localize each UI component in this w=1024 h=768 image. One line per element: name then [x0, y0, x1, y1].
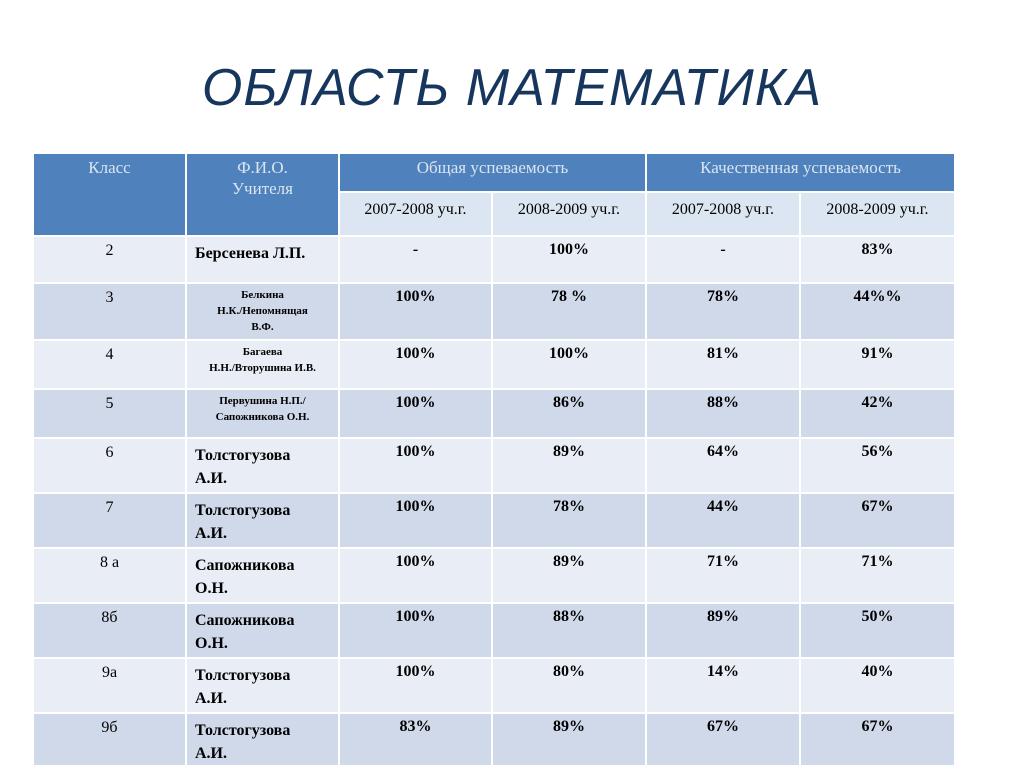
value-cell-1: 100%: [339, 493, 492, 548]
table-row: [33, 493, 955, 548]
teacher-name-line: Толстогузова: [195, 447, 291, 464]
table-row: [33, 603, 955, 658]
teacher-cell: [186, 438, 339, 493]
value-cell-2: 86%: [492, 389, 646, 438]
table-row: [33, 389, 955, 438]
table-row: [33, 438, 955, 493]
value-cell-4: 50%: [800, 603, 955, 658]
value-cell-4: 71%: [800, 548, 955, 603]
teacher-name-line: А.И.: [195, 690, 227, 707]
header-class: Класс: [33, 153, 186, 236]
value-cell-4: 42%: [800, 389, 955, 438]
value-cell-1: 83%: [339, 713, 492, 766]
value-cell-3: 81%: [646, 340, 800, 389]
value-cell-1: 100%: [339, 389, 492, 438]
teacher-name-line: Белкина: [241, 289, 284, 301]
results-table: [32, 152, 956, 767]
teacher-name-line: О.Н.: [195, 580, 228, 597]
table-row: [33, 236, 955, 283]
teacher-name-line: Сапожникова: [195, 612, 295, 629]
header-year-2: 2008-2009 уч.г.: [492, 192, 646, 236]
class-cell: 6: [33, 438, 186, 493]
table-row: [33, 548, 955, 603]
teacher-name-line: Сапожникова: [195, 557, 295, 574]
value-cell-2: 88%: [492, 603, 646, 658]
teacher-name-line: Н.Н./Вторушина И.В.: [209, 362, 316, 374]
class-cell: 9а: [33, 658, 186, 713]
teacher-cell: [186, 340, 339, 389]
value-cell-2: 89%: [492, 438, 646, 493]
header-year-1: 2007-2008 уч.г.: [339, 192, 492, 236]
page-title: ОБЛАСТЬ МАТЕМАТИКА: [201, 59, 823, 117]
value-cell-3: 14%: [646, 658, 800, 713]
value-cell-3: 88%: [646, 389, 800, 438]
value-cell-2: 78 %: [492, 283, 646, 340]
value-cell-4: 67%: [800, 493, 955, 548]
value-cell-3: 71%: [646, 548, 800, 603]
teacher-cell: [186, 713, 339, 766]
class-cell: 3: [33, 283, 186, 340]
value-cell-2: 80%: [492, 658, 646, 713]
teacher-cell: [186, 658, 339, 713]
table-row: [33, 658, 955, 713]
teacher-name-line: А.И.: [195, 525, 227, 542]
class-cell: 8б: [33, 603, 186, 658]
header-year-3: 2007-2008 уч.г.: [646, 192, 800, 236]
value-cell-3: 44%: [646, 493, 800, 548]
teacher-name-line: Первушина Н.П./: [219, 395, 306, 407]
teacher-name-line: А.И.: [195, 470, 227, 487]
value-cell-1: 100%: [339, 548, 492, 603]
teacher-name-line: Н.К./Непомнящая: [217, 305, 308, 317]
value-cell-3: 67%: [646, 713, 800, 766]
teacher-cell: [186, 283, 339, 340]
value-cell-1: -: [339, 236, 492, 283]
teacher-cell: [186, 236, 339, 283]
value-cell-4: 83%: [800, 236, 955, 283]
class-cell: 9б: [33, 713, 186, 766]
teacher-cell: [186, 548, 339, 603]
value-cell-3: -: [646, 236, 800, 283]
teacher-cell: [186, 493, 339, 548]
value-cell-1: 100%: [339, 603, 492, 658]
value-cell-2: 89%: [492, 548, 646, 603]
value-cell-2: 89%: [492, 713, 646, 766]
teacher-name-line: Толстогузова: [195, 667, 291, 684]
value-cell-2: 78%: [492, 493, 646, 548]
value-cell-1: 100%: [339, 340, 492, 389]
teacher-name-line: Толстогузова: [195, 722, 291, 739]
value-cell-2: 100%: [492, 236, 646, 283]
value-cell-4: 40%: [800, 658, 955, 713]
value-cell-4: 67%: [800, 713, 955, 766]
teacher-name-line: Багаева: [242, 346, 283, 358]
class-cell: 5: [33, 389, 186, 438]
value-cell-4: 56%: [800, 438, 955, 493]
teacher-name-line: Сапожникова О.Н.: [215, 411, 310, 423]
value-cell-4: 91%: [800, 340, 955, 389]
table-row: [33, 283, 955, 340]
teacher-cell: [186, 389, 339, 438]
value-cell-1: 100%: [339, 283, 492, 340]
teacher-name-line: Толстогузова: [195, 502, 291, 519]
header-overall: Общая успеваемость: [339, 153, 646, 192]
table-row: [33, 340, 955, 389]
header-year-4: 2008-2009 уч.г.: [800, 192, 955, 236]
teacher-name-line: О.Н.: [195, 635, 228, 652]
value-cell-1: 100%: [339, 658, 492, 713]
teacher-name-line: Берсенева Л.П.: [195, 245, 306, 262]
value-cell-1: 100%: [339, 438, 492, 493]
value-cell-3: 78%: [646, 283, 800, 340]
class-cell: 4: [33, 340, 186, 389]
header-teacher-line1: Ф.И.О.: [237, 158, 288, 177]
table-row: [33, 713, 955, 766]
value-cell-4: 44%%: [800, 283, 955, 340]
header-teacher-line2: Учителя: [232, 179, 293, 198]
class-cell: 2: [33, 236, 186, 283]
class-cell: 8 а: [33, 548, 186, 603]
value-cell-3: 89%: [646, 603, 800, 658]
class-cell: 7: [33, 493, 186, 548]
value-cell-2: 100%: [492, 340, 646, 389]
teacher-name-line: А.И.: [195, 745, 227, 762]
value-cell-3: 64%: [646, 438, 800, 493]
teacher-name-line: В.Ф.: [251, 321, 274, 333]
header-teacher: [186, 153, 339, 236]
teacher-cell: [186, 603, 339, 658]
header-quality: Качественная успеваемость: [646, 153, 955, 192]
